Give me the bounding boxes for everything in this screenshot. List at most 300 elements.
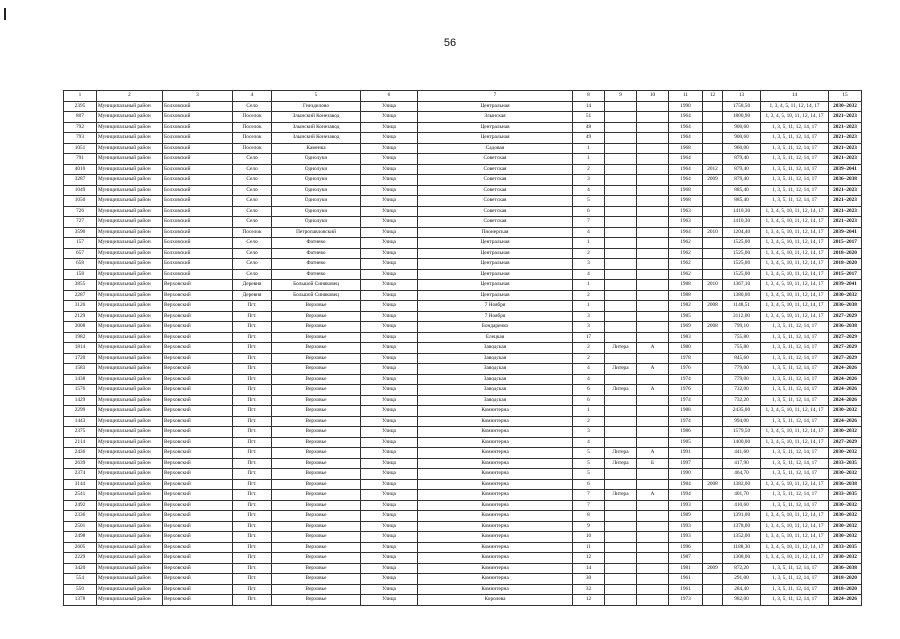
table-cell: 11 [573,542,605,553]
table-cell: Улица [361,133,418,144]
column-header: 2 [97,91,163,102]
table-cell [605,353,637,364]
table-cell: 1962 [669,238,703,249]
table-cell: Муниципальный район [97,238,163,249]
table-cell: 1, 3, 5, 11, 12, 14, 17 [761,584,829,595]
table-cell: Пгт. [233,542,272,553]
table-cell [605,437,637,448]
table-cell [637,259,669,270]
table-cell: 1, 3, 4, 5, 10, 11, 12, 14, 17 [761,553,829,564]
table-cell: 2036–2038 [829,175,862,186]
table-cell: Поселок [233,227,272,238]
table-cell: 1, 3, 5, 11, 12, 14, 17 [761,343,829,354]
table-cell: Литера [605,364,637,375]
table-cell: 2030–2032 [829,427,862,438]
table-cell: Однолуки [272,196,361,207]
table-cell: Б [637,458,669,469]
table-cell [637,143,669,154]
table-cell: 2605 [64,542,97,553]
table-cell [605,122,637,133]
table-cell: Верховский [163,553,233,564]
table-cell: 2009 [703,563,723,574]
table-cell: Верховье [272,521,361,532]
table-cell: Центральная [418,238,573,249]
table-cell: Верховский [163,521,233,532]
table-cell: Коминтерна [418,563,573,574]
table-cell: Муниципальный район [97,280,163,291]
table-cell: Муниципальный район [97,332,163,343]
table-cell: 7 Ноября [418,301,573,312]
table-cell: Коминтерна [418,416,573,427]
table-cell: Болховский [163,122,233,133]
table-cell: 1985 [669,311,703,322]
table-row [64,143,862,154]
table-cell: 2036–2038 [829,322,862,333]
table-cell: Верховский [163,511,233,522]
table-cell: Верховье [272,532,361,543]
table-cell: 2027–2029 [829,343,862,354]
table-cell: 7 [573,217,605,228]
table-cell: 2021–2023 [829,206,862,217]
table-cell: 2336 [64,511,97,522]
table-cell: Болховский [163,101,233,112]
table-cell: 1758,50 [723,101,761,112]
table-cell: Улица [361,311,418,322]
table-cell: 1 [573,301,605,312]
table-cell: Пгт. [233,511,272,522]
table-cell: Муниципальный район [97,374,163,385]
table-cell: 1, 3, 5, 11, 12, 14, 17 [761,469,829,480]
table-cell: 1382,00 [723,479,761,490]
table-cell: 793 [64,133,97,144]
table-cell [605,584,637,595]
table-cell: 1051 [64,143,97,154]
table-cell: 2030–2032 [829,532,862,543]
table-cell: Верховский [163,311,233,322]
table-cell [605,154,637,165]
table-cell [605,238,637,249]
table-cell: 3 [573,427,605,438]
table-cell: Муниципальный район [97,343,163,354]
table-cell: 1, 3, 5, 11, 12, 14, 17 [761,448,829,459]
table-cell: Муниципальный район [97,175,163,186]
table-cell: 1, 3, 4, 5, 10, 11, 12, 14, 17 [761,238,829,249]
table-cell: 1720 [64,353,97,364]
table-cell: Пгт. [233,574,272,585]
table-cell: 4 [573,374,605,385]
table-cell: 1982 [64,332,97,343]
table-cell: 1367,10 [723,280,761,291]
table-cell: Улица [361,595,418,606]
table-cell: 1993 [669,521,703,532]
table-cell: 1988 [669,406,703,417]
table-cell: 2 [573,164,605,175]
table-cell: 2010 [703,227,723,238]
table-row [64,416,862,427]
table-cell: 1976 [669,364,703,375]
column-header: 3 [163,91,233,102]
table-cell [637,574,669,585]
table-cell: 1, 3, 5, 11, 12, 14, 17 [761,122,829,133]
table-row [64,112,862,123]
table-cell [605,227,637,238]
table-cell: Муниципальный район [97,122,163,133]
table-cell: Улица [361,542,418,553]
table-cell: Пгт. [233,427,272,438]
table-cell [703,112,723,123]
table-cell: 2 [573,290,605,301]
table-cell: Коминтерна [418,406,573,417]
table-cell: Советская [418,164,573,175]
table-cell: Муниципальный район [97,217,163,228]
table-cell [637,353,669,364]
table-cell: 5 [573,448,605,459]
table-cell: Верховье [272,563,361,574]
table-cell: Болховский [163,217,233,228]
table-cell: 1980 [669,343,703,354]
table-cell: 1962 [669,259,703,270]
table-cell: 1 [573,406,605,417]
table-cell: 1, 3, 5, 11, 12, 14, 17 [761,395,829,406]
table-cell [703,406,723,417]
table-cell: Пгт. [233,490,272,501]
table-cell: 2501 [64,521,97,532]
table-cell: 2024–2026 [829,374,862,385]
table-cell: Коминтерна [418,574,573,585]
table-cell: Злынский Конезавод [272,112,361,123]
table-cell: Улица [361,164,418,175]
table-cell: 2492 [64,500,97,511]
table-cell: 3 [573,259,605,270]
table-cell: 1964 [669,164,703,175]
table-cell: Коминтерна [418,469,573,480]
table-cell: 1 [573,154,605,165]
table-cell [605,332,637,343]
table-cell: 900,60 [723,133,761,144]
table-cell [637,500,669,511]
table-cell [605,301,637,312]
table-cell [703,185,723,196]
table-cell [703,217,723,228]
table-cell: Пгт. [233,364,272,375]
table-cell: Верховский [163,448,233,459]
table-cell: Пгт. [233,332,272,343]
table-cell: 464,70 [723,469,761,480]
table-cell: 1, 3, 5, 11, 12, 14, 17 [761,563,829,574]
table-cell: Пгт. [233,595,272,606]
table-cell: 1, 3, 5, 11, 12, 14, 17 [761,185,829,196]
table-cell: 1988 [669,290,703,301]
table-cell: А [637,385,669,396]
table-cell: 1, 3, 4, 5, 10, 11, 12, 14, 17 [761,259,829,270]
table-cell: Муниципальный район [97,574,163,585]
table-cell [703,574,723,585]
table-cell: Коминтерна [418,458,573,469]
table-cell: 2021–2023 [829,154,862,165]
table-cell: 1984 [669,479,703,490]
table-cell: Улица [361,175,418,186]
table-cell: Улица [361,154,418,165]
column-header: 10 [637,91,669,102]
table-cell [703,101,723,112]
table-cell [605,164,637,175]
table-cell: Муниципальный район [97,301,163,312]
table-cell: 1814 [64,343,97,354]
table-cell: 12 [573,595,605,606]
table-cell: 1996 [669,542,703,553]
table-cell: 1964 [669,154,703,165]
table-cell: 1976 [669,385,703,396]
table-cell: 1963 [669,206,703,217]
table-cell: 550 [64,584,97,595]
table-cell: 1, 3, 5, 11, 12, 14, 17 [761,332,829,343]
table-cell: 2498 [64,532,97,543]
table-cell [637,479,669,490]
table-cell: Бондаренко [418,322,573,333]
table-cell: 2030–2032 [829,448,862,459]
table-cell: Поселок [233,143,272,154]
table-cell: 2021–2023 [829,112,862,123]
table-cell: Верховский [163,574,233,585]
table-cell: Улица [361,395,418,406]
table-cell: Верховье [272,511,361,522]
table-cell: Гнездилово [272,101,361,112]
table-cell: 4010 [64,164,97,175]
table-cell: Верховский [163,374,233,385]
table-cell: Верховье [272,595,361,606]
table-cell: 6 [573,385,605,396]
table-cell [605,406,637,417]
table-cell: 4 [573,269,605,280]
table-cell: Верховский [163,343,233,354]
table-cell: Пгт. [233,584,272,595]
table-cell: 1438 [64,374,97,385]
table-row [64,584,862,595]
table-cell: 6 [573,479,605,490]
table-cell: Село [233,217,272,228]
table-cell [637,584,669,595]
table-cell: 2436 [64,448,97,459]
table-cell: 2039–2041 [829,164,862,175]
table-cell: 2024–2026 [829,385,862,396]
table-cell: Центральная [418,259,573,270]
table-cell: 6 [573,395,605,406]
table-cell [703,238,723,249]
table-cell: Однолуки [272,175,361,186]
table-cell: Верховский [163,280,233,291]
table-cell: 1, 3, 5, 11, 12, 14, 17 [761,322,829,333]
table-cell: Верховье [272,437,361,448]
table-cell: 2033–2035 [829,490,862,501]
table-row [64,511,862,522]
table-cell [605,112,637,123]
table-cell: 1429 [64,395,97,406]
table-cell: Пгт. [233,458,272,469]
table-cell: 755,80 [723,343,761,354]
table-cell: 885,40 [723,185,761,196]
table-cell: 1973 [669,595,703,606]
table-cell: Заводская [418,385,573,396]
table-cell: Пгт. [233,532,272,543]
table-cell: Советская [418,185,573,196]
table-cell: Улица [361,374,418,385]
table-cell: Коминтерна [418,511,573,522]
table-cell [637,185,669,196]
column-header: 9 [605,91,637,102]
table-cell: 1964 [669,112,703,123]
table-row [64,364,862,375]
table-cell: Село [233,238,272,249]
table-cell: Улица [361,532,418,543]
table-row [64,458,862,469]
table-cell: Улица [361,553,418,564]
table-cell [637,133,669,144]
table-cell: 1400,00 [723,437,761,448]
table-cell: Большой Синяковец [272,290,361,301]
table-cell: 1525,00 [723,238,761,249]
table-cell [703,595,723,606]
table-cell: Улица [361,322,418,333]
table-cell: Заводская [418,395,573,406]
table-cell: 2015–2017 [829,269,862,280]
table-cell: 732,00 [723,385,761,396]
table-cell: Улица [361,511,418,522]
table-cell: Верховье [272,553,361,564]
column-header: 12 [703,91,723,102]
table-row [64,532,862,543]
table-cell [703,532,723,543]
table-row [64,322,862,333]
table-cell: 291,00 [723,574,761,585]
table-cell: Муниципальный район [97,206,163,217]
table-cell: Болховский [163,227,233,238]
table-row [64,595,862,606]
table-cell: Муниципальный район [97,521,163,532]
column-header: 14 [761,91,829,102]
table-cell: Муниципальный район [97,532,163,543]
table-cell: 4 [573,364,605,375]
table-cell: 779,00 [723,364,761,375]
table-cell: Поселок [233,122,272,133]
table-row [64,290,862,301]
table-cell: 2374 [64,469,97,480]
table-cell [637,532,669,543]
table-cell [637,427,669,438]
table-cell: 2 [573,353,605,364]
table-row [64,227,862,238]
table-row [64,563,862,574]
table-cell: 1974 [669,416,703,427]
table-cell: 1380,00 [723,290,761,301]
table-cell: 982,00 [723,595,761,606]
table-cell: Село [233,164,272,175]
table-row [64,301,862,312]
table-cell [605,290,637,301]
table-cell: Деревня [233,280,272,291]
table-cell: 3590 [64,227,97,238]
table-row [64,122,862,133]
table-cell: Улица [361,227,418,238]
table-cell: 2021–2023 [829,143,862,154]
table-cell [637,290,669,301]
table-row [64,427,862,438]
table-row [64,133,862,144]
table-cell [605,563,637,574]
table-cell: 2021–2023 [829,122,862,133]
table-cell: Фатнево [272,238,361,249]
table-cell: Улица [361,259,418,270]
table-cell: 10 [573,532,605,543]
table-cell: Верховский [163,301,233,312]
column-header: 5 [272,91,361,102]
table-cell [605,595,637,606]
table-cell: Верховский [163,479,233,490]
table-cell: 1, 3, 5, 11, 12, 14, 17 [761,374,829,385]
table-cell: 2 [573,248,605,259]
table-cell: Муниципальный район [97,164,163,175]
table-cell: Петропавловский [272,227,361,238]
table-cell: 2008 [703,322,723,333]
table-cell [637,112,669,123]
table-cell: Болховский [163,185,233,196]
table-cell: 1, 3, 5, 11, 12, 14, 17 [761,154,829,165]
table-cell: 2009 [703,175,723,186]
table-cell: 1, 3, 4, 5, 10, 11, 12, 14, 17 [761,437,829,448]
table-cell: 14 [573,101,605,112]
table-cell: 1962 [669,248,703,259]
table-cell: 8 [573,511,605,522]
table-cell: 1, 3, 4, 5, 11, 12, 14, 17 [761,101,829,112]
table-cell: 2036–2038 [829,479,862,490]
table-cell: 2033–2035 [829,458,862,469]
table-cell: Пгт. [233,406,272,417]
table-cell: Улица [361,112,418,123]
table-cell [605,469,637,480]
table-cell: Муниципальный район [97,322,163,333]
table-cell: 879,40 [723,154,761,165]
table-cell: 1, 3, 4, 5, 10, 11, 12, 14, 17 [761,248,829,259]
table-row [64,479,862,490]
table-cell: 1, 3, 5, 11, 12, 14, 17 [761,353,829,364]
table-row [64,574,862,585]
table-cell: Коминтерна [418,437,573,448]
table-cell [703,458,723,469]
table-cell: Село [233,269,272,280]
table-cell [703,196,723,207]
table-cell: 3420 [64,563,97,574]
table-cell: Улица [361,437,418,448]
table-cell: Коминтерна [418,542,573,553]
table-cell: Улица [361,500,418,511]
table-row [64,217,862,228]
table-cell: 7 [573,500,605,511]
table-cell [605,280,637,291]
table-cell: Верховье [272,448,361,459]
table-cell: 1994 [669,490,703,501]
table-cell: Пгт. [233,479,272,490]
table-cell: Верховье [272,343,361,354]
table-cell [703,385,723,396]
table-cell: 1985 [669,437,703,448]
table-cell: Злынская [418,112,573,123]
table-cell: 799,10 [723,322,761,333]
table-cell: 2015–2017 [829,238,862,249]
table-cell: Село [233,206,272,217]
table-cell: Село [233,175,272,186]
table-cell: Верховье [272,301,361,312]
table-cell: Пгт. [233,311,272,322]
table-cell: Верховье [272,427,361,438]
